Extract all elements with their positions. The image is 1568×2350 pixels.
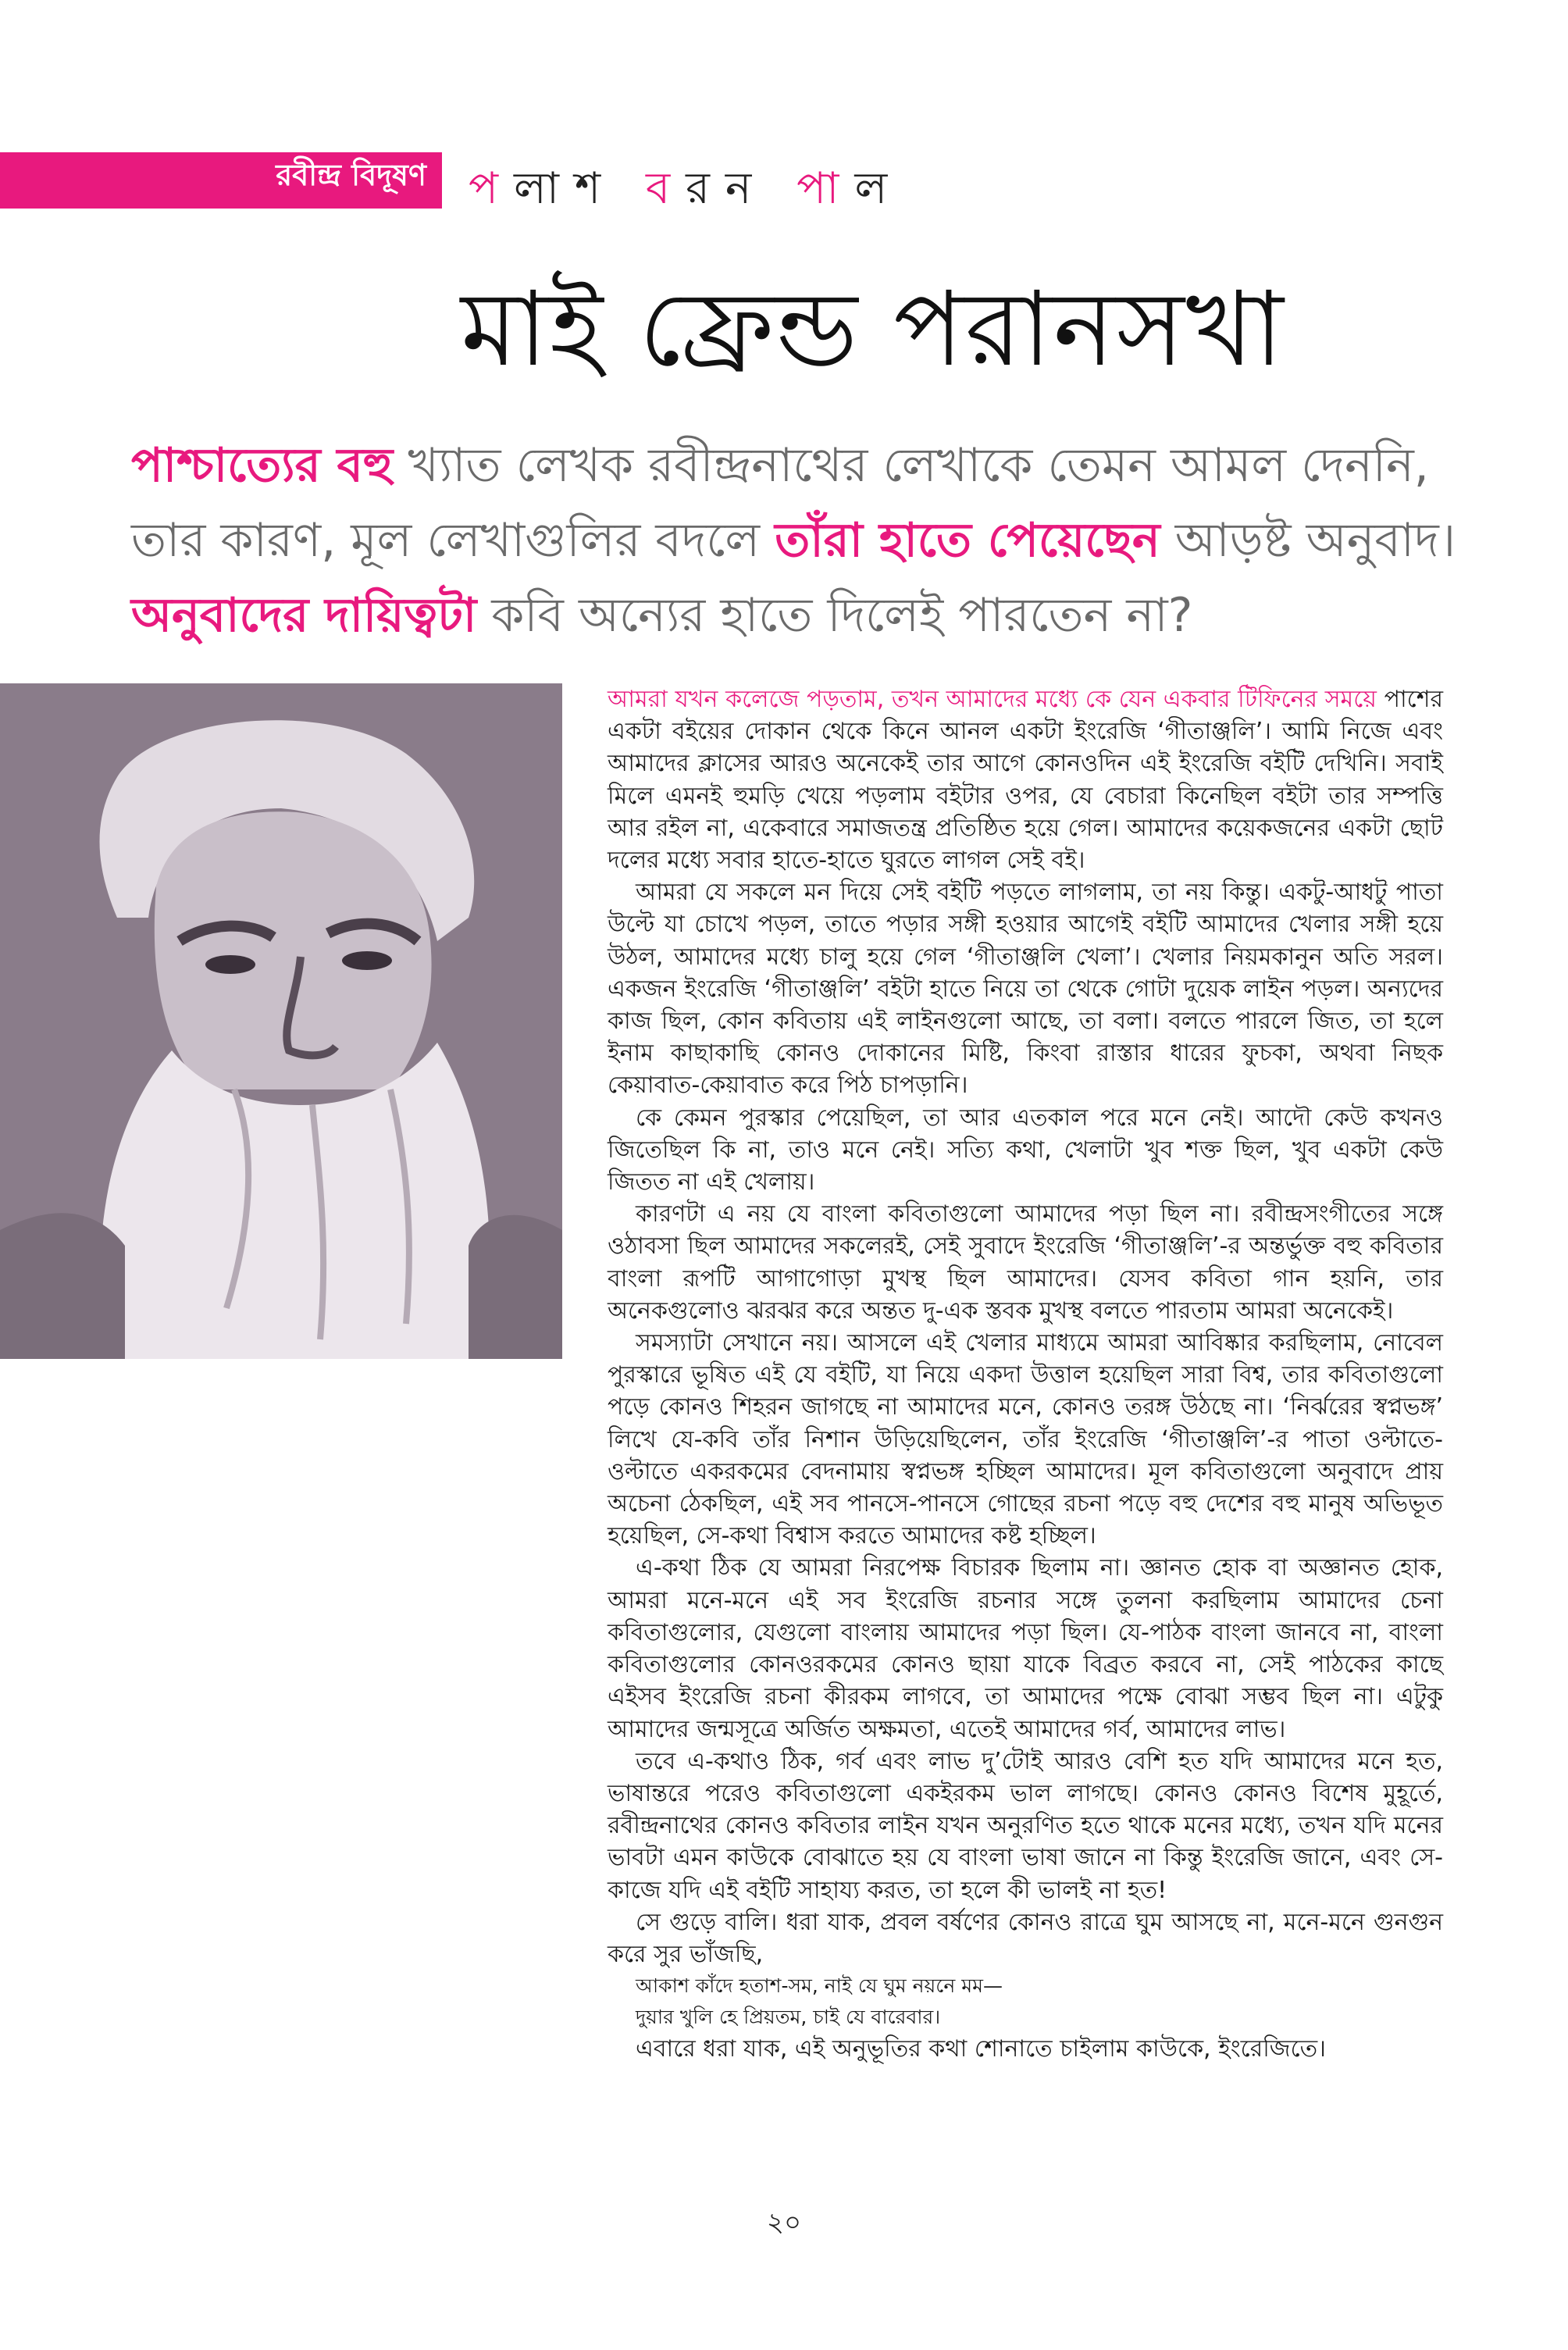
intro-text: খ্যাত লেখক রবীন্দ্রনাথের লেখাকে তেমন আমল দেননি, তার কারণ, মূল লেখাগুলির বদলে xyxy=(131,438,1429,568)
author-letter: ন xyxy=(725,163,768,214)
intro-highlight: পাশ্চাত্যের বহু xyxy=(131,438,394,493)
intro-standfirst xyxy=(131,428,1459,653)
intro-highlight: অনুবাদের দায়িত্বটা xyxy=(131,588,477,643)
author-letter: ব xyxy=(645,163,686,214)
author-byline xyxy=(469,155,903,228)
portrait-image xyxy=(0,683,562,1359)
article-headline: মাই ফ্রেন্ড পরানসখা xyxy=(461,269,1285,390)
intro-text: আড়ষ্ট অনুবাদ। xyxy=(1160,513,1456,568)
article-paragraph: সমস্যাটা সেখানে নয়। আসলে এই খেলার মাধ্যমে আমরা আবিষ্কার করছিলাম, নোবেল পুরস্কারে ভূষিত এই যে বইটি, যা নিয়ে একদা উত্তাল হয়েছিল সারা বিশ্ব, তার কবিতাগুলো পড়ে কোনও শিহরন জাগছে না আমাদের মনে, কোনও তরঙ্গ উঠছে না। ‘নির্ঝরের স্বপ্নভঙ্গ’ লিখে যে-কবি তাঁর নিশান উড়িয়েছিলেন, তাঁর ইংরেজি ‘গীতাঞ্জলি’-র পাতা ওল্টাতে-ওল্টাতে একরকমের বেদনামায় স্বপ্নভঙ্গ হচ্ছিল আমাদের। মূল কবিতাগুলো অনুবাদে প্রায় অচেনা ঠেকছিল, এই সব পানসে-পানসে গোছের রচনা পড়ে বহু দেশের বহু মানুষ অভিভূত হয়েছিল, সে-কথা বিশ্বাস করতে আমাদের কষ্ট হচ্ছিল। xyxy=(608,1329,1443,1550)
intro-text: কবি অন্যের হাতে দিলেই পারতেন না? xyxy=(476,588,1193,643)
article-paragraph: এ-কথা ঠিক যে আমরা নিরপেক্ষ বিচারক ছিলাম না। জ্ঞানত হোক বা অজ্ঞানত হোক, আমরা মনে-মনে এই সব ইংরেজি রচনার সঙ্গে তুলনা করছিলাম আমাদের চেনা কবিতাগুলোর, যেগুলো বাংলায় আমাদের পড়া ছিল। যে-পাঠক বাংলা জানবে না, বাংলা কবিতাগুলোর কোনওরকমের কোনও ছায়া যাকে বিব্রত করবে না, সেই পাঠকের কাছে এইসব ইংরেজি রচনা কীরকম লাগবে, তা আমাদের পক্ষে বোঝা সম্ভব ছিল না। এটুকু আমাদের জন্মসূত্রে অর্জিত অক্ষমতা, এতেই আমাদের গর্ব, আমাদের লাভ। xyxy=(608,1554,1443,1743)
article-paragraph: আমরা যে সকলে মন দিয়ে সেই বইটি পড়তে লাগলাম, তা নয় কিন্তু। একটু-আধটু পাতা উল্টে যা চোখে পড়ল, তাতে পড়ার সঙ্গী হওয়ার আগেই বইটি আমাদের খেলার সঙ্গী হয়ে উঠল, আমাদের মধ্যে চালু হয়ে গেল ‘গীতাঞ্জলি খেলা’। খেলার নিয়মকানুন অতি সরল। একজন ইংরেজি ‘গীতাঞ্জলি’ বইটা হাতে নিয়ে তা থেকে গোটা দুয়েক লাইন পড়ল। অন্যদের কাজ ছিল, কোন কবিতায় এই লাইনগুলো আছে, তা বলা। বলতে পারলে জিত, তা হলে ইনাম কাছাকাছি কোনও দোকানের মিষ্টি, কিংবা রাস্তার ধারের ফুচকা, অথবা নিছক কেয়াবাত-কেয়াবাত করে পিঠ চাপড়ানি। xyxy=(608,879,1443,1100)
article-lead: আমরা যখন কলেজে পড়তাম, তখন আমাদের মধ্যে কে যেন একবার টিফিনের সময়ে xyxy=(608,686,1377,713)
section-band xyxy=(0,152,442,209)
author-letter: শ xyxy=(574,163,617,214)
author-letter: লা xyxy=(514,163,575,214)
article-paragraph: তবে এ-কথাও ঠিক, গর্ব এবং লাভ দু’টোই আরও বেশি হত যদি আমাদের মনে হত, ভাষান্তরে পরেও কবিতাগুলো একইরকম ভাল লাগছে। কোনও কোনও বিশেষ মুহূর্তে, রবীন্দ্রনাথের কোনও কবিতার লাইন যখন অনুরণিত হতে থাকে মনের মধ্যে, তখন যদি মনের ভাবটা এমন কাউকে বোঝাতে হয় যে বাংলা ভাষা জানে না কিন্তু ইংরেজি জানে, এবং সে-কাজে যদি এই বইটি সাহায্য করত, তা হলে কী ভালই না হত! xyxy=(608,1747,1443,1904)
article-paragraph: কারণটা এ নয় যে বাংলা কবিতাগুলো আমাদের পড়া ছিল না। রবীন্দ্রসংগীতের সঙ্গে ওঠাবসা ছিল আমাদের সকলেরই, সেই সুবাদে ইংরেজি ‘গীতাঞ্জলি’-র অন্তর্ভুক্ত বহু কবিতার বাংলা রূপটি আগাগোড়া মুখস্থ ছিল আমাদের। যেসব কবিতা গান হয়নি, তার অনেকগুলোও ঝরঝর করে অন্তত দু-এক স্তবক মুখস্থ বলতে পারতাম আমরা অনেকেই। xyxy=(608,1200,1443,1325)
page-number: ২০ xyxy=(766,2207,802,2238)
article-paragraph xyxy=(608,683,1443,876)
portrait-illustration xyxy=(0,683,562,1359)
author-letter: র xyxy=(686,163,725,214)
author-letter: ল xyxy=(854,163,903,214)
article-body xyxy=(608,683,1443,2065)
verse-line: দুয়ার খুলি হে প্রিয়তম, চাই যে বারেবার। xyxy=(636,2006,941,2029)
article-paragraph: এবারে ধরা যাক, এই অনুভূতির কথা শোনাতে চাইলাম কাউকে, ইংরেজিতে। xyxy=(636,2035,1326,2063)
author-letter: প xyxy=(469,163,515,214)
verse-line: আকাশ কাঁদে হতাশ-সম, নাই যে ঘুম নয়নে মম— xyxy=(636,1974,1003,1998)
article-paragraph: সে গুড়ে বালি। ধরা যাক, প্রবল বর্ষণের কোনও রাত্রে ঘুম আসছে না, মনে-মনে গুনগুন করে সুর ভাঁজছি, xyxy=(608,1908,1443,1968)
article-text: পাশের একটা বইয়ের দোকান থেকে কিনে আনল একটা ইংরেজি ‘গীতাঞ্জলি’। আমি নিজে এবং আমাদের ক্লাসের আরও অনেকেই তার আগে কোনওদিন এই ইংরেজি বইটি দেখিনি। সবাই মিলে এমনই হুমড়ি খেয়ে পড়লাম বইটার ওপর, যে বেচারা কিনেছিল বইটা তার সম্পত্তি আর রইল না, একেবারে সমাজতন্ত্র প্রতিষ্ঠিত হয়ে গেল। আমাদের কয়েকজনের একটা ছোট দলের মধ্যে সবার হাতে-হাতে ঘুরতে লাগল সেই বই। xyxy=(608,686,1443,875)
intro-highlight: তাঁরা হাতে পেয়েছেন xyxy=(775,513,1160,568)
article-paragraph: কে কেমন পুরস্কার পেয়েছিল, তা আর এতকাল পরে মনে নেই। আদৌ কেউ কখনও জিতেছিল কি না, তাও মনে নেই। সত্যি কথা, খেলাটা খুব শক্ত ছিল, খুব একটা কেউ জিতত না এই খেলায়। xyxy=(608,1104,1443,1196)
section-label: রবীন্দ্র বিদূষণ xyxy=(276,158,426,192)
author-letter: পা xyxy=(796,163,855,214)
